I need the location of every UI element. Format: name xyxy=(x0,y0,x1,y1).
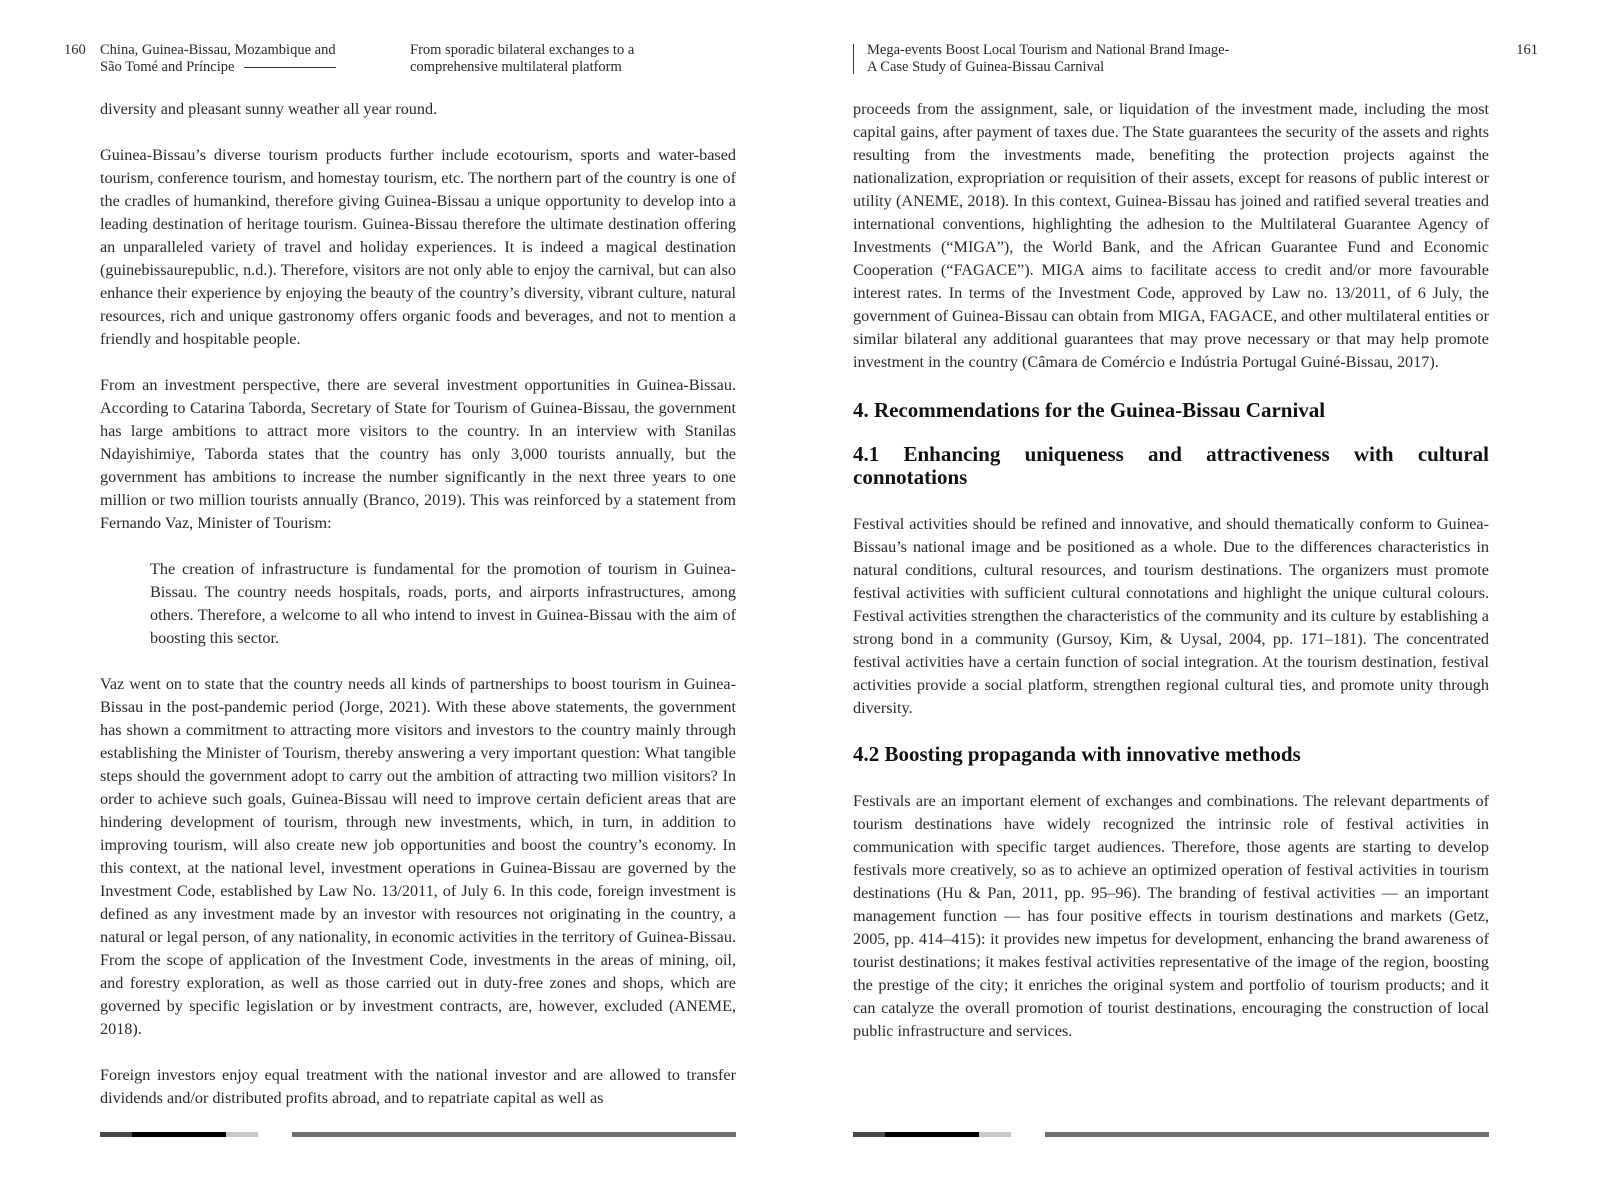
paragraph: diversity and pleasant sunny weather all year round. xyxy=(100,100,438,118)
running-head-text: São Tomé and Príncipe xyxy=(100,59,235,75)
footer-bar-light-gray xyxy=(979,1132,1011,1137)
running-head-bar xyxy=(853,44,854,74)
paragraph: Guinea-Bissau’s diverse tourism products further include ecotourism, sports and water-based tourism, conference tourism, and homestay tourism, etc. The northern part of the country is one of the cradles of humankind, therefore giving Guinea-Bissau a unique opportunity to develop into a leading destination of heritage tourism. Guinea-Bissau therefore the ultimate destination offering an unparalleled variety of travel and holiday experiences. It is indeed a magical destination (guinebissaurepublic, n.d.). Therefore, visitors are not only able to enjoy the carnival, but can also enhance their experience by enjoying the beauty of the country’s diversity, vibrant culture, natural resources, rich and unique gastronomy offers organic foods and beverages, and not to mention a friendly and hospitable people. xyxy=(100,146,736,348)
paragraph: Foreign investors enjoy equal treatment with the national investor and are allowed to transfer dividends and/or distributed profits abroad, and to repatriate capital as well as xyxy=(100,1066,736,1107)
running-head-rule xyxy=(244,67,336,68)
right-page xyxy=(800,0,1600,1200)
page-number: 160 xyxy=(64,42,86,58)
running-head-book-title xyxy=(100,42,360,76)
paragraph: Festival activities should be refined and innovative, and should thematically conform to Guinea-Bissau’s national image and be positioned as a whole. Due to the differences characteristics in natural conditions, cultural resources, and tourism destinations. The organizers must promote festival activities with sufficient cultural connotations and highlight the unique cultural colours. Festival activities strengthen the characteristics of the community and its culture by establishing a strong bond in a community (Gursoy, Kim, & Uysal, 2004, pp. 171–181). The concentrated festival activities have a certain function of social integration. At the tourism destination, festival activities provide a social platform, strengthen regional cultural ties, and promote unity through diversity. xyxy=(853,515,1489,717)
right-page-body xyxy=(853,98,1489,1066)
running-head-line: From sporadic bilateral exchanges to a xyxy=(410,42,635,58)
running-head-article-title xyxy=(867,42,1367,76)
left-page-body xyxy=(100,98,736,1133)
subsection-heading: 4.1 Enhancing uniqueness and attractiveness with cultural connotations xyxy=(853,442,1489,489)
footer-decoration xyxy=(100,1132,736,1137)
running-head-line: China, Guinea-Bissau, Mozambique and xyxy=(100,42,336,58)
running-head-line xyxy=(100,59,360,76)
running-head-chapter-title xyxy=(410,42,710,76)
section-heading: 4. Recommendations for the Guinea-Bissau Carnival xyxy=(853,398,1326,422)
footer-decoration xyxy=(853,1132,1489,1137)
paragraph: Festivals are an important element of exchanges and combinations. The relevant departments of tourism destinations have widely recognized the intrinsic role of festival activities in communication with specific target audiences. Therefore, those agents are starting to develop festivals more creatively, so as to achieve an optimized operation of festival activities in tourism destinations (Hu & Pan, 2011, pp. 95–96). The branding of festival activities — an important management function — has four positive effects in tourism destinations and markets (Getz, 2005, pp. 414–415): it provides new impetus for development, enhancing the brand awareness of tourist destinations; it makes festival activities representative of the image of the region, boosting the prestige of the city; it enriches the original system and portfolio of tourism products; and it can catalyze the overall promotion of tourist destinations, encouraging the construction of local public infrastructure and services. xyxy=(853,792,1489,1040)
footer-bar-dark-gray xyxy=(853,1132,885,1137)
footer-bar-long xyxy=(1045,1132,1489,1137)
paragraph: Vaz went on to state that the country needs all kinds of partnerships to boost tourism in Guinea-Bissau in the post-pandemic period (Jorge, 2021). With these above statements, the government has shown a commitment to attracting more visitors and investors to the country mainly through establishing the Minister of Tourism, thereby answering a very important question: What tangible steps should the government adopt to carry out the ambition of attracting two million visitors? In order to achieve such goals, Guinea-Bissau will need to improve certain deficient areas that are hindering development of tourism, through new investments, which, in turn, in addition to improving tourism, will also create new job opportunities and boost the country’s economy. In this context, at the national level, investment operations in Guinea-Bissau are governed by the Investment Code, established by Law No. 13/2011, of July 6. In this code, foreign investment is defined as any investment made by an investor with resources not originating in the country, a natural or legal person, of any nationality, in economic activities in the territory of Guinea-Bissau. From the scope of application of the Investment Code, investments in the areas of mining, oil, and forestry exploration, as well as those carried out in duty-free zones and shops, which are governed by specific legislation or by investment contracts, are, however, excluded (ANEME, 2018). xyxy=(100,675,736,1038)
subsection-heading: 4.2 Boosting propaganda with innovative methods xyxy=(853,742,1301,766)
running-head-line: comprehensive multilateral platform xyxy=(410,59,622,75)
footer-bar-black xyxy=(132,1132,226,1137)
footer-bar-long xyxy=(292,1132,736,1137)
page-number: 161 xyxy=(1516,42,1538,58)
running-head-line: Mega-events Boost Local Tourism and National Brand Image- xyxy=(867,42,1230,58)
footer-bar-light-gray xyxy=(226,1132,258,1137)
paragraph: From an investment perspective, there are several investment opportunities in Guinea-Bissau. According to Catarina Taborda, Secretary of State for Tourism of Guinea-Bissau, the government has large ambitions to attract more visitors to the country. In an interview with Stanilas Ndayishimiye, Taborda states that the country has only 3,000 tourists annually, but the government has ambitions to increase the number significantly in the next three years to one million or two million tourists annually (Branco, 2019). This was reinforced by a statement from Fernando Vaz, Minister of Tourism: xyxy=(100,376,736,532)
running-head-line: A Case Study of Guinea-Bissau Carnival xyxy=(867,59,1105,75)
footer-bar-black xyxy=(885,1132,979,1137)
paragraph: proceeds from the assignment, sale, or liquidation of the investment made, including the most capital gains, after payment of taxes due. The State guarantees the security of the assets and rights resulting from the investments made, benefiting the protection projects against the nationalization, expropriation or requisition of their assets, except for reasons of public interest or utility (ANEME, 2018). In this context, Guinea-Bissau has joined and ratified several treaties and international conventions, highlighting the adhesion to the Multilateral Guarantee Agency of Investments (“MIGA”), the World Bank, and the African Guarantee Fund and Economic Cooperation (“FAGACE”). MIGA aims to facilitate access to credit and/or more favourable interest rates. In terms of the Investment Code, approved by Law no. 13/2011, of 6 July, the government of Guinea-Bissau can obtain from MIGA, FAGACE, and other multilateral entities or similar bilateral any additional guarantees that may prove necessary or that may help promote investment in the country (Câmara de Comércio e Indústria Portugal Guiné-Bissau, 2017). xyxy=(853,100,1489,371)
block-quote: The creation of infrastructure is fundamental for the promotion of tourism in Guinea-Bissau. The country needs hospitals, roads, ports, and airports infrastructures, among others. Therefore, a welcome to all who intend to invest in Guinea-Bissau with the aim of boosting this sector. xyxy=(150,560,736,647)
footer-bar-dark-gray xyxy=(100,1132,132,1137)
